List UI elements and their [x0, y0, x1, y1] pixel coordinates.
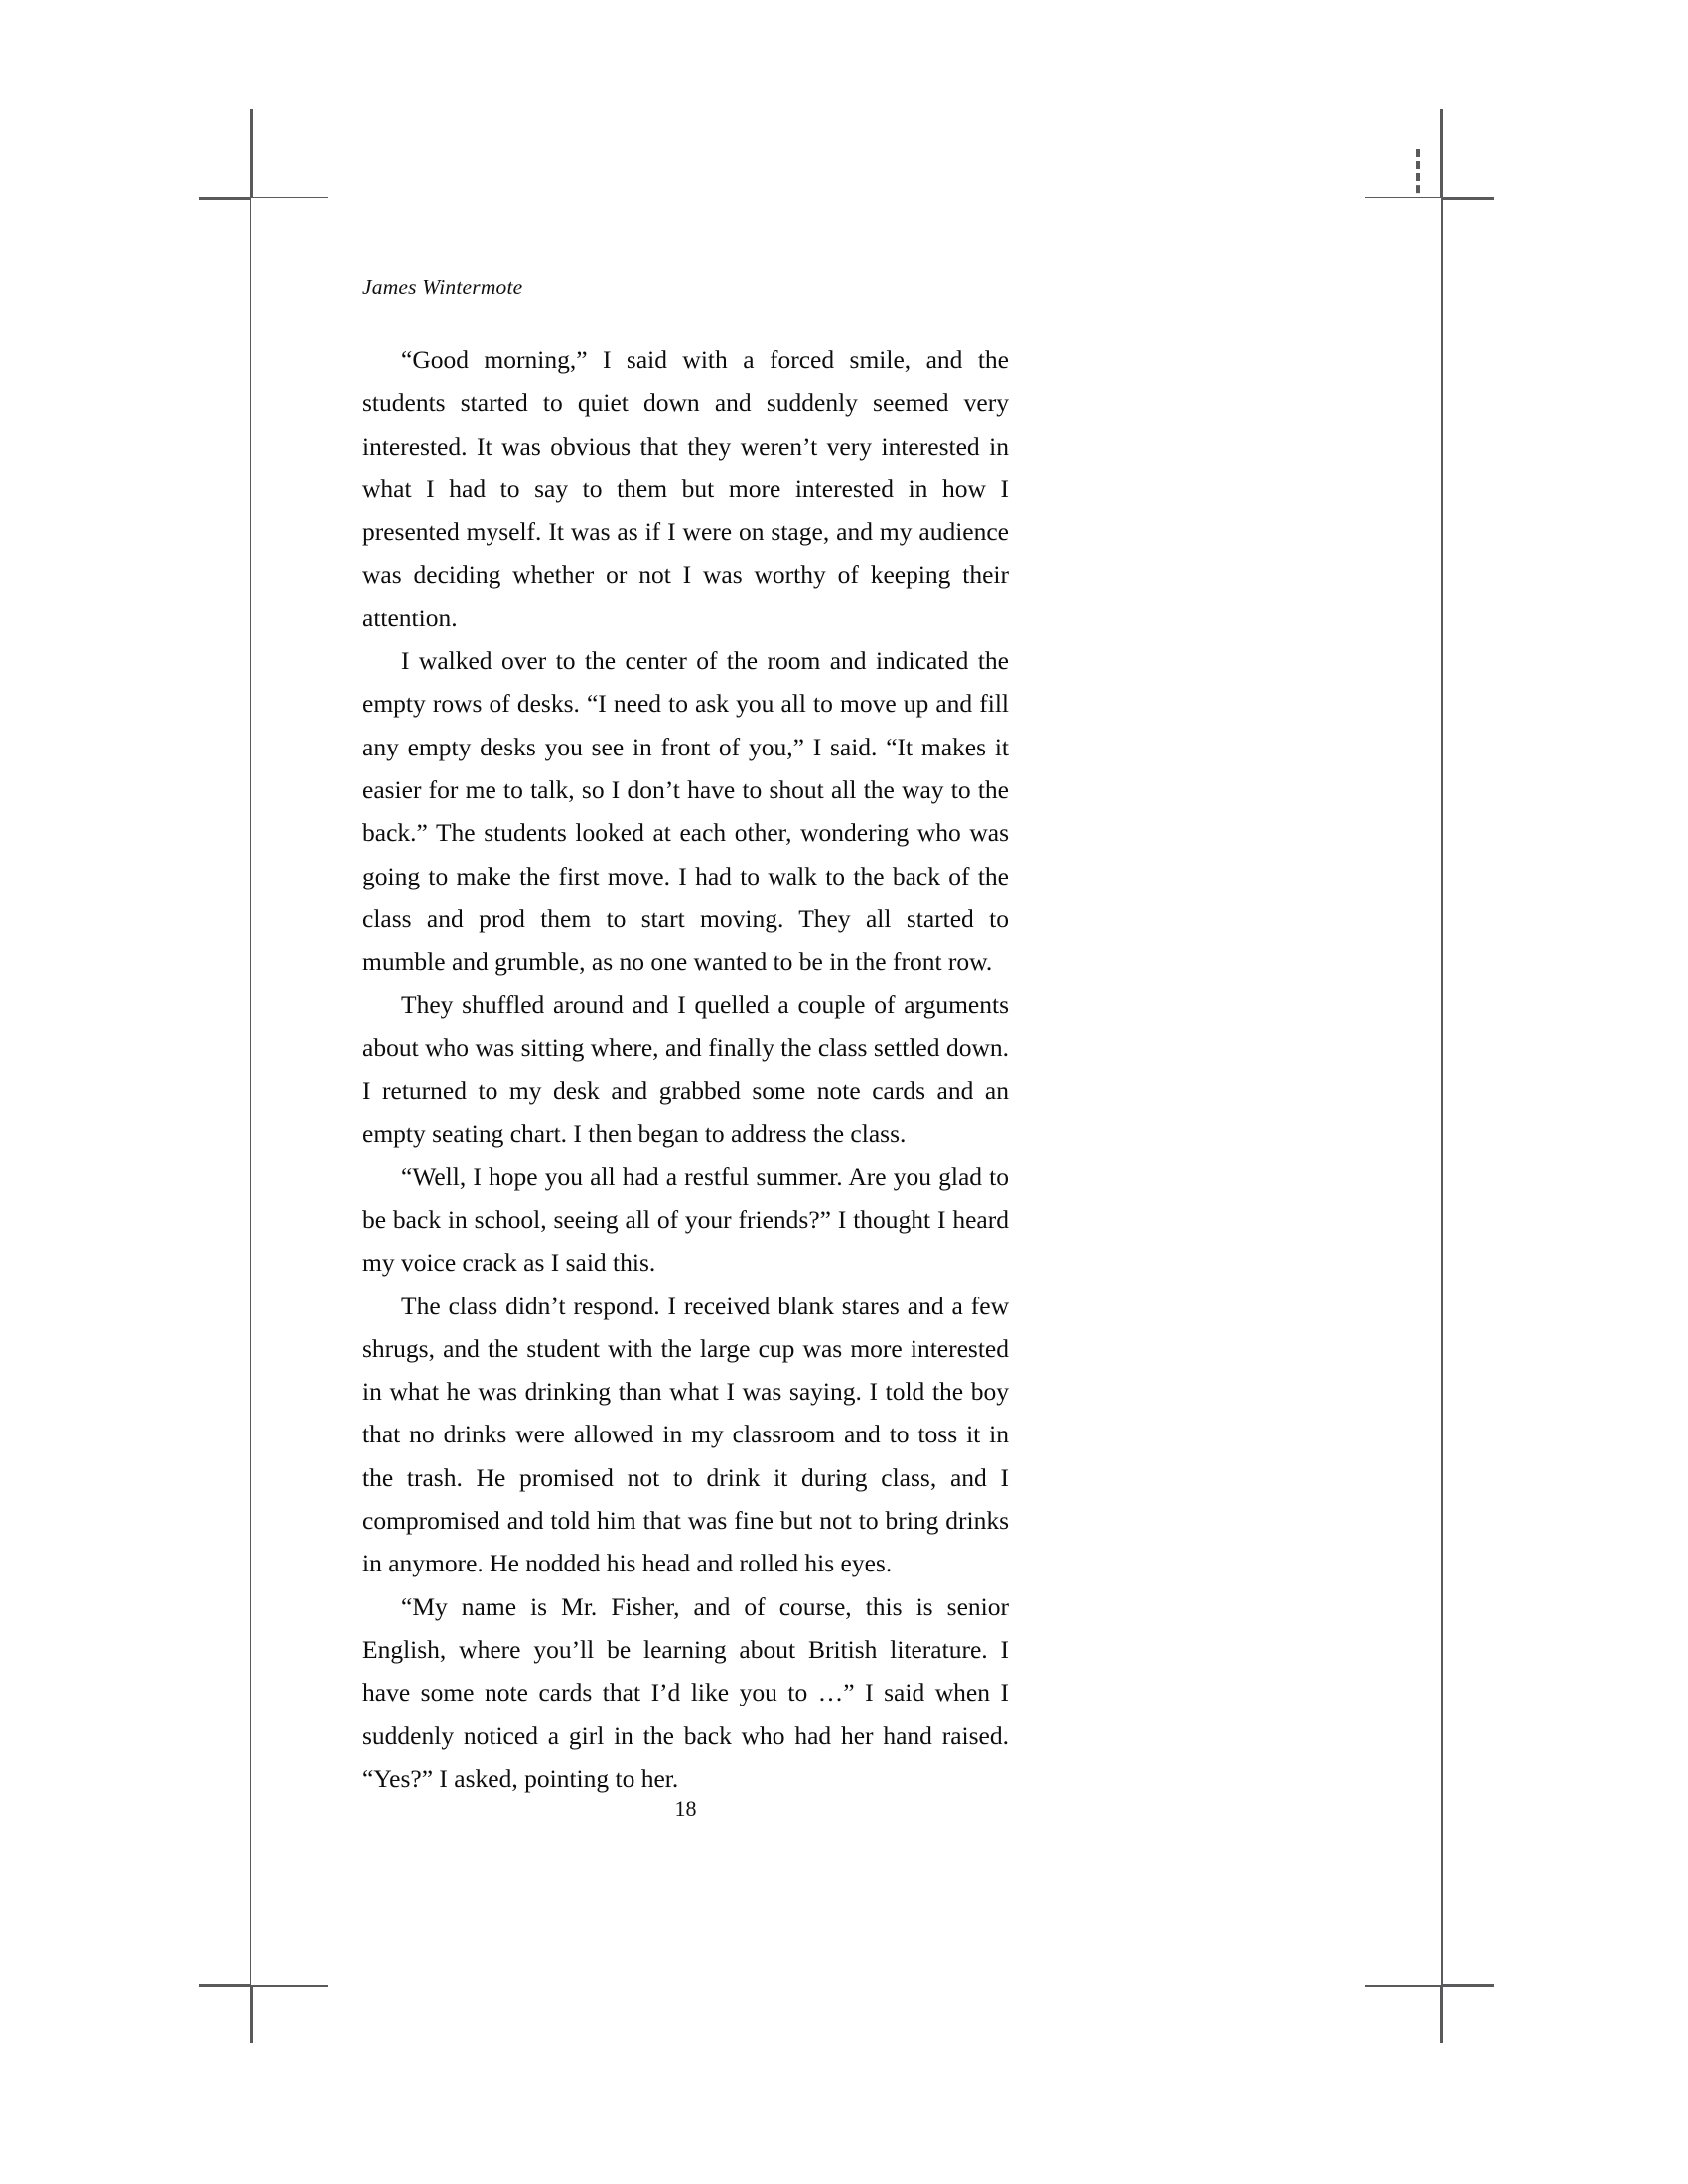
page-text-block: [362, 275, 1009, 1800]
paragraph: The class didn’t respond. I received blank stares and a few shrugs, and the student with the large cup was more interested in what he was drinking than what I was saying. I told the boy that no drinks were allowed in my classroom and to toss it in the trash. He promised not to drink it during class, and I compromised and told him that was fine but not to bring drinks in anymore. He nodded his head and rolled his eyes.: [362, 1291, 1009, 1578]
paragraph: I walked over to the center of the room and indicated the empty rows of desks. “I need to ask you all to move up and fill any empty desks you see in front of you,” I said. “It makes it easier for me to talk, so I don’t have to shout all the way to the back.” The students looked at each other, wondering who was going to make the first move. I had to walk to the back of the class and prod them to start moving. They all started to mumble and grumble, as no one wanted to be in the front row.: [362, 646, 1009, 977]
paragraph: They shuffled around and I quelled a couple of arguments about who was sitting where, and finally the class settled down. I returned to my desk and grabbed some note cards and an empty seating chart. I then began to address the class.: [362, 990, 1009, 1149]
running-head-author: James Wintermote: [362, 275, 523, 299]
crop-mark-bottom-left-vertical: [250, 2003, 253, 2043]
paragraph: “Good morning,” I said with a forced smile, and the students started to quiet down and suddenly seemed very interested. It was obvious that they weren’t very interested in what I had to say to them but more interested in how I presented myself. It was as if I were on stage, and my audience was deciding whether or not I was worthy of keeping their attention.: [362, 345, 1009, 632]
crop-mark-top-right-vertical: [1440, 109, 1443, 149]
body-text: [362, 339, 1009, 1800]
crop-mark-bottom-right-vertical: [1440, 2003, 1443, 2043]
page-number: 18: [674, 1796, 697, 1821]
book-page: [251, 198, 1441, 1985]
crop-mark-top-left-vertical: [250, 109, 253, 149]
paragraph: “Well, I hope you all had a restful summer. Are you glad to be back in school, seeing all of your friends?” I thought I heard my voice crack as I said this.: [362, 1161, 1009, 1278]
paragraph: “My name is Mr. Fisher, and of course, this is senior English, where you’ll be learning about British literature. I have some note cards that I’d like you to …” I said when I suddenly noticed a girl in the back who had her hand raised. “Yes?” I asked, pointing to her.: [362, 1591, 1009, 1793]
